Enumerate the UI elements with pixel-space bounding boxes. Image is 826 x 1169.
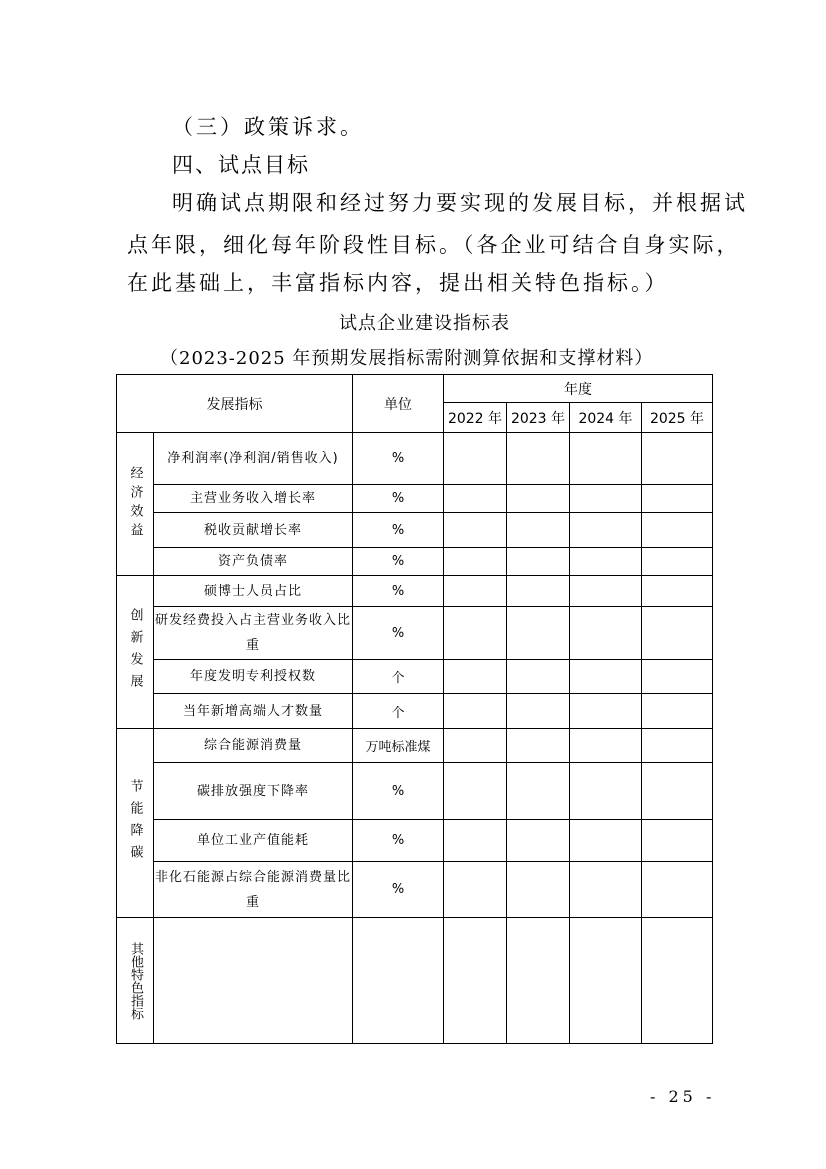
value-cell[interactable] <box>570 820 642 862</box>
value-cell[interactable] <box>444 660 507 694</box>
indicator-name: 研发经费投入占主营业务收入比重 <box>154 607 353 660</box>
table-title: 试点企业建设指标表 <box>339 313 510 334</box>
value-cell[interactable] <box>642 513 713 548</box>
value-cell[interactable] <box>507 820 570 862</box>
category-label: 创新发展 <box>117 576 154 729</box>
value-cell[interactable] <box>444 918 507 1044</box>
value-cell[interactable] <box>507 513 570 548</box>
value-cell[interactable] <box>570 729 642 763</box>
indicator-unit[interactable] <box>353 918 444 1044</box>
value-cell[interactable] <box>444 513 507 548</box>
section-three-text: （三）政策诉求。 <box>172 115 364 139</box>
header-year: 2022 年 <box>444 403 507 433</box>
indicator-unit: % <box>353 607 444 660</box>
value-cell[interactable] <box>570 918 642 1044</box>
value-cell[interactable] <box>642 607 713 660</box>
indicator-unit: % <box>353 433 444 485</box>
value-cell[interactable] <box>444 433 507 485</box>
value-cell[interactable] <box>444 485 507 513</box>
value-cell[interactable] <box>444 820 507 862</box>
indicator-unit: % <box>353 548 444 576</box>
value-cell[interactable] <box>642 576 713 607</box>
indicator-name: 单位工业产值能耗 <box>154 820 353 862</box>
indicator-unit: % <box>353 820 444 862</box>
header-year: 2023 年 <box>507 403 570 433</box>
value-cell[interactable] <box>642 918 713 1044</box>
indicator-unit: 万吨标准煤 <box>353 729 444 763</box>
value-cell[interactable] <box>642 820 713 862</box>
indicator-name: 年度发明专利授权数 <box>154 660 353 694</box>
value-cell[interactable] <box>570 694 642 729</box>
value-cell[interactable] <box>507 729 570 763</box>
indicator-unit: % <box>353 513 444 548</box>
value-cell[interactable] <box>507 576 570 607</box>
paragraph-line: 明确试点期限和经过努力要实现的发展目标，并根据试 <box>172 191 748 215</box>
page-number: - 25 - <box>650 1087 716 1106</box>
value-cell[interactable] <box>570 485 642 513</box>
value-cell[interactable] <box>507 607 570 660</box>
value-cell[interactable] <box>642 485 713 513</box>
indicator-name: 综合能源消费量 <box>154 729 353 763</box>
indicator-name: 当年新增高端人才数量 <box>154 694 353 729</box>
value-cell[interactable] <box>507 694 570 729</box>
section-four-heading: 四、试点目标 <box>172 153 310 177</box>
value-cell[interactable] <box>444 763 507 820</box>
indicator-unit: % <box>353 862 444 918</box>
value-cell[interactable] <box>570 607 642 660</box>
indicator-name: 非化石能源占综合能源消费量比重 <box>154 862 353 918</box>
header-indicator: 发展指标 <box>117 375 353 433</box>
indicator-name: 净利润率(净利润/销售收入) <box>154 433 353 485</box>
value-cell[interactable] <box>570 576 642 607</box>
value-cell[interactable] <box>507 918 570 1044</box>
value-cell[interactable] <box>507 485 570 513</box>
indicator-unit: 个 <box>353 660 444 694</box>
value-cell[interactable] <box>444 862 507 918</box>
value-cell[interactable] <box>507 660 570 694</box>
value-cell[interactable] <box>444 576 507 607</box>
value-cell[interactable] <box>642 694 713 729</box>
value-cell[interactable] <box>570 763 642 820</box>
value-cell[interactable] <box>507 862 570 918</box>
category-label: 其他特色指标 <box>117 918 154 1044</box>
indicator-name: 硕博士人员占比 <box>154 576 353 607</box>
value-cell[interactable] <box>642 548 713 576</box>
header-year: 2024 年 <box>570 403 642 433</box>
value-cell[interactable] <box>444 607 507 660</box>
value-cell[interactable] <box>642 660 713 694</box>
table-subtitle: （2023-2025 年预期发展指标需附测算依据和支撑材料） <box>160 348 654 369</box>
value-cell[interactable] <box>507 548 570 576</box>
value-cell[interactable] <box>642 763 713 820</box>
header-year-group: 年度 <box>444 375 713 403</box>
value-cell[interactable] <box>570 513 642 548</box>
value-cell[interactable] <box>444 729 507 763</box>
value-cell[interactable] <box>570 862 642 918</box>
indicator-name: 碳排放强度下降率 <box>154 763 353 820</box>
value-cell[interactable] <box>570 433 642 485</box>
value-cell[interactable] <box>444 694 507 729</box>
value-cell[interactable] <box>570 548 642 576</box>
indicator-name: 税收贡献增长率 <box>154 513 353 548</box>
value-cell[interactable] <box>507 433 570 485</box>
category-label: 经济效益 <box>117 433 154 576</box>
paragraph-line: 在此基础上，丰富指标内容，提出相关特色指标。） <box>127 271 669 295</box>
indicator-unit: 个 <box>353 694 444 729</box>
header-unit: 单位 <box>353 375 444 433</box>
value-cell[interactable] <box>444 548 507 576</box>
category-label: 节能降碳 <box>117 729 154 918</box>
value-cell[interactable] <box>642 862 713 918</box>
value-cell[interactable] <box>570 660 642 694</box>
value-cell[interactable] <box>507 763 570 820</box>
indicator-name[interactable] <box>154 918 353 1044</box>
header-year: 2025 年 <box>642 403 713 433</box>
value-cell[interactable] <box>642 729 713 763</box>
indicator-name: 主营业务收入增长率 <box>154 485 353 513</box>
paragraph-line: 点年限，细化每年阶段性目标。（各企业可结合自身实际， <box>127 233 741 257</box>
indicator-unit: % <box>353 576 444 607</box>
indicator-name: 资产负债率 <box>154 548 353 576</box>
indicator-unit: % <box>353 763 444 820</box>
indicator-table <box>116 374 713 1044</box>
indicator-unit: % <box>353 485 444 513</box>
value-cell[interactable] <box>642 433 713 485</box>
